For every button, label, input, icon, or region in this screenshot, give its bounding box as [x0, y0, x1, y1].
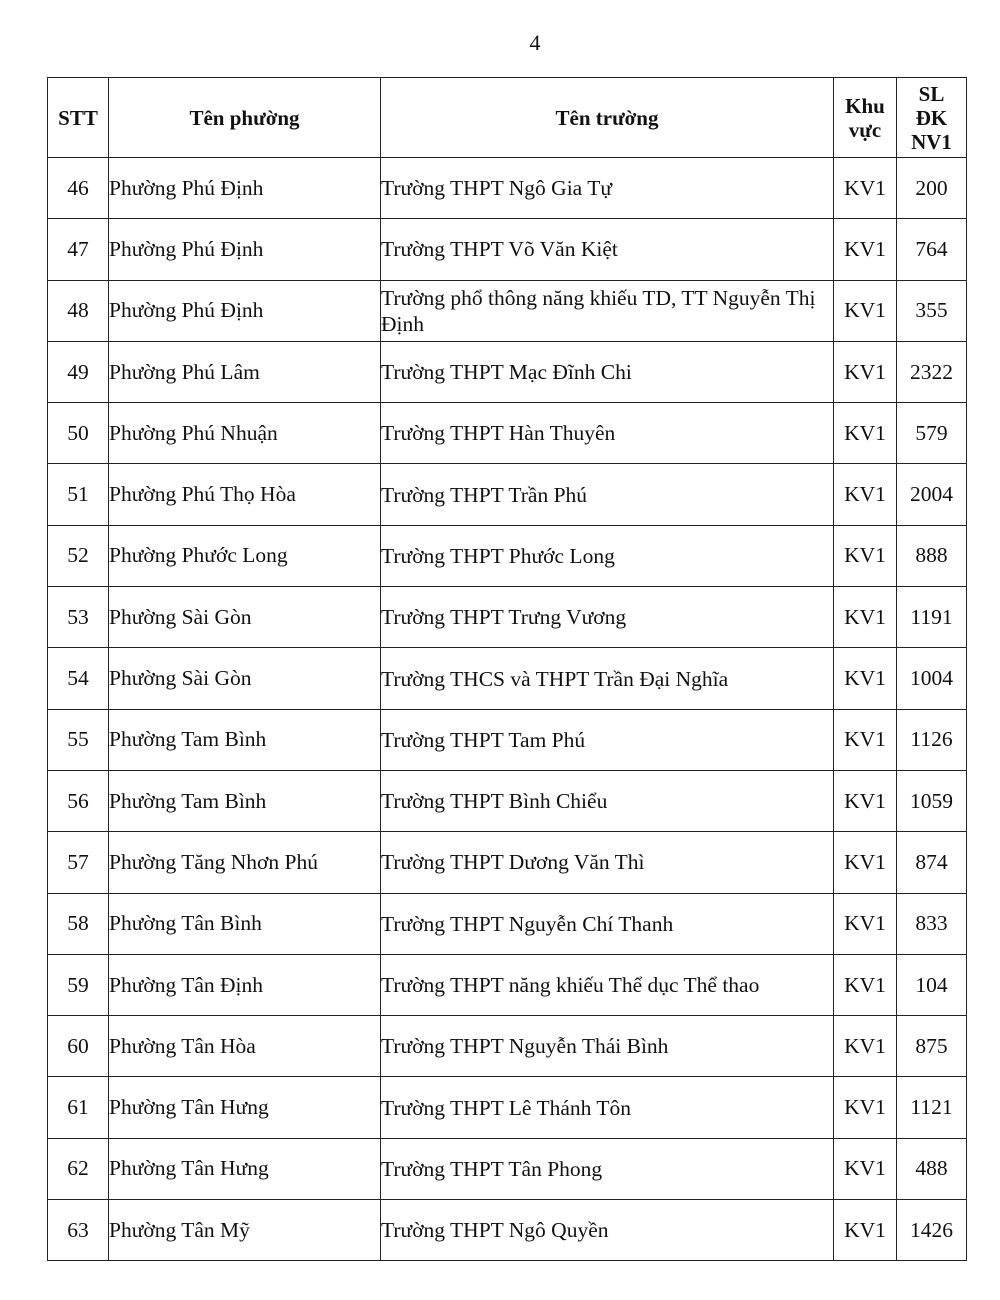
cell-stt: 61 [48, 1077, 109, 1138]
cell-stt: 47 [48, 219, 109, 280]
cell-school-name: Trường THPT Ngô Quyền [381, 1200, 834, 1261]
cell-area: KV1 [834, 525, 897, 586]
cell-stt: 60 [48, 1016, 109, 1077]
cell-stt: 63 [48, 1200, 109, 1261]
header-area-line: vực [848, 117, 882, 142]
cell-registration-count: 1004 [897, 648, 967, 709]
cell-stt: 53 [48, 587, 109, 648]
cell-stt: 62 [48, 1138, 109, 1199]
cell-registration-count: 104 [897, 954, 967, 1015]
table-row [48, 280, 967, 341]
cell-ward-name: Phường Tân Mỹ [109, 1200, 381, 1261]
header-count-line: SL [918, 81, 945, 106]
table-row [48, 832, 967, 893]
cell-ward-name: Phường Sài Gòn [109, 587, 381, 648]
table-row [48, 587, 967, 648]
cell-ward-name: Phường Tam Bình [109, 709, 381, 770]
cell-registration-count: 2322 [897, 341, 967, 402]
cell-ward-name: Phường Tân Định [109, 954, 381, 1015]
cell-stt: 59 [48, 954, 109, 1015]
cell-school-name: Trường THPT Nguyễn Chí Thanh [381, 893, 834, 954]
cell-ward-name: Phường Sài Gòn [109, 648, 381, 709]
table-row [48, 1200, 967, 1261]
table-row [48, 525, 967, 586]
cell-school-name: Trường THPT năng khiếu Thể dục Thể thao [381, 954, 834, 1015]
cell-stt: 57 [48, 832, 109, 893]
table-row [48, 709, 967, 770]
cell-stt: 54 [48, 648, 109, 709]
cell-area: KV1 [834, 219, 897, 280]
cell-registration-count: 875 [897, 1016, 967, 1077]
table-row [48, 1016, 967, 1077]
header-count [897, 78, 967, 158]
cell-school-name: Trường THPT Võ Văn Kiệt [381, 219, 834, 280]
cell-school-name: Trường THPT Hàn Thuyên [381, 403, 834, 464]
cell-area: KV1 [834, 954, 897, 1015]
table-row [48, 648, 967, 709]
cell-area: KV1 [834, 893, 897, 954]
cell-school-name: Trường THPT Dương Văn Thì [381, 832, 834, 893]
header-ward: Tên phường [109, 78, 381, 158]
table-row [48, 1138, 967, 1199]
table-row [48, 954, 967, 1015]
cell-ward-name: Phường Phú Nhuận [109, 403, 381, 464]
cell-ward-name: Phường Phú Định [109, 219, 381, 280]
cell-area: KV1 [834, 648, 897, 709]
cell-area: KV1 [834, 587, 897, 648]
cell-registration-count: 200 [897, 158, 967, 219]
cell-area: KV1 [834, 1016, 897, 1077]
cell-area: KV1 [834, 341, 897, 402]
cell-registration-count: 833 [897, 893, 967, 954]
cell-registration-count: 1121 [897, 1077, 967, 1138]
cell-stt: 55 [48, 709, 109, 770]
cell-ward-name: Phường Tăng Nhơn Phú [109, 832, 381, 893]
cell-ward-name: Phường Tân Hưng [109, 1077, 381, 1138]
cell-stt: 46 [48, 158, 109, 219]
cell-school-name: Trường THPT Lê Thánh Tôn [381, 1077, 834, 1138]
cell-registration-count: 1191 [897, 587, 967, 648]
cell-registration-count: 1126 [897, 709, 967, 770]
header-count-line: NV1 [911, 129, 952, 154]
table-row [48, 341, 967, 402]
cell-school-name: Trường THPT Tam Phú [381, 709, 834, 770]
cell-stt: 48 [48, 280, 109, 341]
cell-stt: 51 [48, 464, 109, 525]
table-row [48, 464, 967, 525]
cell-registration-count: 579 [897, 403, 967, 464]
cell-school-name: Trường THPT Bình Chiểu [381, 770, 834, 831]
cell-area: KV1 [834, 1077, 897, 1138]
cell-registration-count: 355 [897, 280, 967, 341]
cell-registration-count: 764 [897, 219, 967, 280]
cell-school-name: Trường THPT Ngô Gia Tự [381, 158, 834, 219]
cell-ward-name: Phường Phú Định [109, 158, 381, 219]
cell-registration-count: 874 [897, 832, 967, 893]
cell-ward-name: Phường Phú Định [109, 280, 381, 341]
cell-area: KV1 [834, 1200, 897, 1261]
table-row [48, 403, 967, 464]
cell-ward-name: Phường Tân Hòa [109, 1016, 381, 1077]
cell-school-name: Trường THPT Trần Phú [381, 464, 834, 525]
cell-school-name: Trường THPT Tân Phong [381, 1138, 834, 1199]
cell-school-name: Trường THPT Trưng Vương [381, 587, 834, 648]
cell-registration-count: 2004 [897, 464, 967, 525]
cell-area: KV1 [834, 464, 897, 525]
cell-area: KV1 [834, 158, 897, 219]
cell-stt: 52 [48, 525, 109, 586]
cell-stt: 49 [48, 341, 109, 402]
cell-area: KV1 [834, 280, 897, 341]
cell-registration-count: 1059 [897, 770, 967, 831]
cell-ward-name: Phường Tân Hưng [109, 1138, 381, 1199]
cell-registration-count: 1426 [897, 1200, 967, 1261]
cell-area: KV1 [834, 1138, 897, 1199]
table-row [48, 219, 967, 280]
header-area-line: Khu [845, 93, 885, 118]
table-body [48, 158, 967, 1261]
cell-stt: 58 [48, 893, 109, 954]
cell-registration-count: 488 [897, 1138, 967, 1199]
header-stt: STT [48, 78, 109, 158]
table-row [48, 158, 967, 219]
cell-school-name: Trường THCS và THPT Trần Đại Nghĩa [381, 648, 834, 709]
table-row [48, 1077, 967, 1138]
cell-area: KV1 [834, 709, 897, 770]
cell-school-name: Trường phổ thông năng khiếu TD, TT Nguyễn Thị Định [381, 280, 834, 341]
cell-school-name: Trường THPT Mạc Đĩnh Chi [381, 341, 834, 402]
table-row [48, 893, 967, 954]
cell-school-name: Trường THPT Nguyễn Thái Bình [381, 1016, 834, 1077]
table-row [48, 770, 967, 831]
cell-school-name: Trường THPT Phước Long [381, 525, 834, 586]
header-area [834, 78, 897, 158]
cell-stt: 56 [48, 770, 109, 831]
cell-area: KV1 [834, 832, 897, 893]
cell-registration-count: 888 [897, 525, 967, 586]
cell-ward-name: Phường Tam Bình [109, 770, 381, 831]
cell-ward-name: Phường Phú Lâm [109, 341, 381, 402]
cell-stt: 50 [48, 403, 109, 464]
cell-area: KV1 [834, 770, 897, 831]
header-count-line: ĐK [915, 105, 948, 130]
registration-table [47, 77, 967, 1261]
cell-ward-name: Phường Phước Long [109, 525, 381, 586]
page-number: 4 [529, 30, 541, 55]
cell-area: KV1 [834, 403, 897, 464]
header-school: Tên trường [381, 78, 834, 158]
table-header-row [48, 78, 967, 158]
cell-ward-name: Phường Phú Thọ Hòa [109, 464, 381, 525]
cell-ward-name: Phường Tân Bình [109, 893, 381, 954]
